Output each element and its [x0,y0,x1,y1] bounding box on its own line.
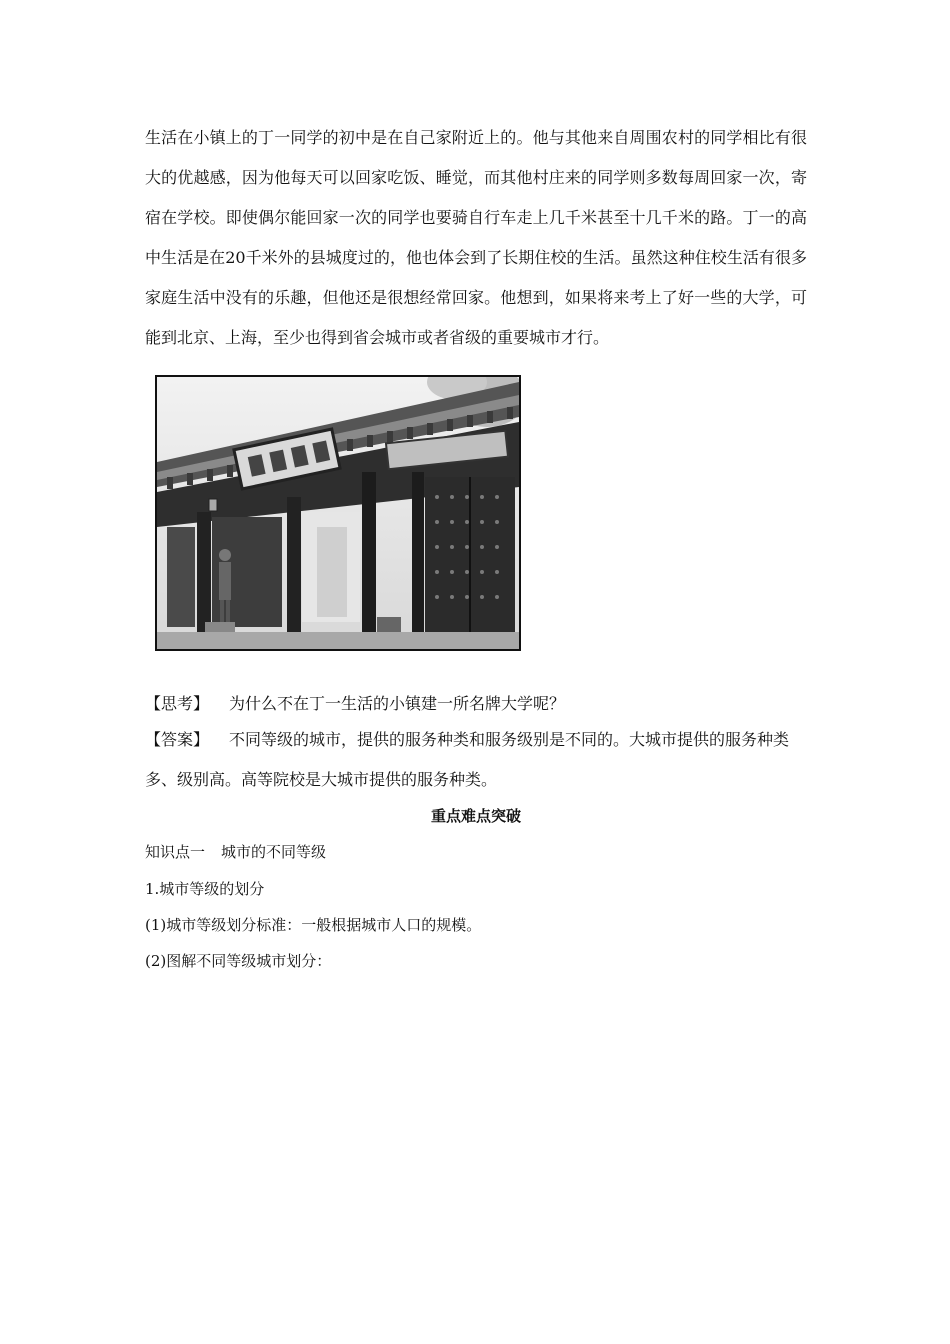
answer-label: 【答案】 [145,730,210,749]
answer-block [145,720,807,800]
think-label: 【思考】 [145,694,210,713]
list-item: (2)图解不同等级城市划分： [145,952,332,970]
knowledge-point-name: 城市的不同等级 [221,843,327,861]
list-item: (1)城市等级划分标准：一般根据城市人口的规模。 [145,916,482,934]
knowledge-point-label: 知识点一 [145,843,206,861]
gate-photo-illustration [157,377,519,649]
think-question [145,684,807,724]
list-item: 1.城市等级的划分 [145,880,265,898]
think-text: 为什么不在丁一生活的小镇建一所名牌大学呢？ [229,694,566,713]
university-gate-photo [155,375,521,651]
section-heading: 重点难点突破 [430,807,521,825]
knowledge-point-title [145,838,326,866]
answer-text: 不同等级的城市，提供的服务种类和服务级别是不同的。大城市提供的服务种类多、级别高。高等院校是大城市提供的服务种类。 [145,730,790,789]
intro-paragraph: 生活在小镇上的丁一同学的初中是在自己家附近上的。他与其他来自周围农村的同学相比有很大的优越感，因为他每天可以回家吃饭、睡觉，而其他村庄来的同学则多数每周回家一次，寄宿在学校。即使偶尔能回家一次的同学也要骑自行车走上几千米甚至十几千米的路。丁一的高中生活是在20千米外的县城度过的，他也体会到了长期住校的生活。虽然这种住校生活有很多家庭生活中没有的乐趣，但他还是很想经常回家。他想到，如果将来考上了好一些的大学，可能到北京、上海，至少也得到省会城市或者省级的重要城市才行。 [145,128,807,347]
